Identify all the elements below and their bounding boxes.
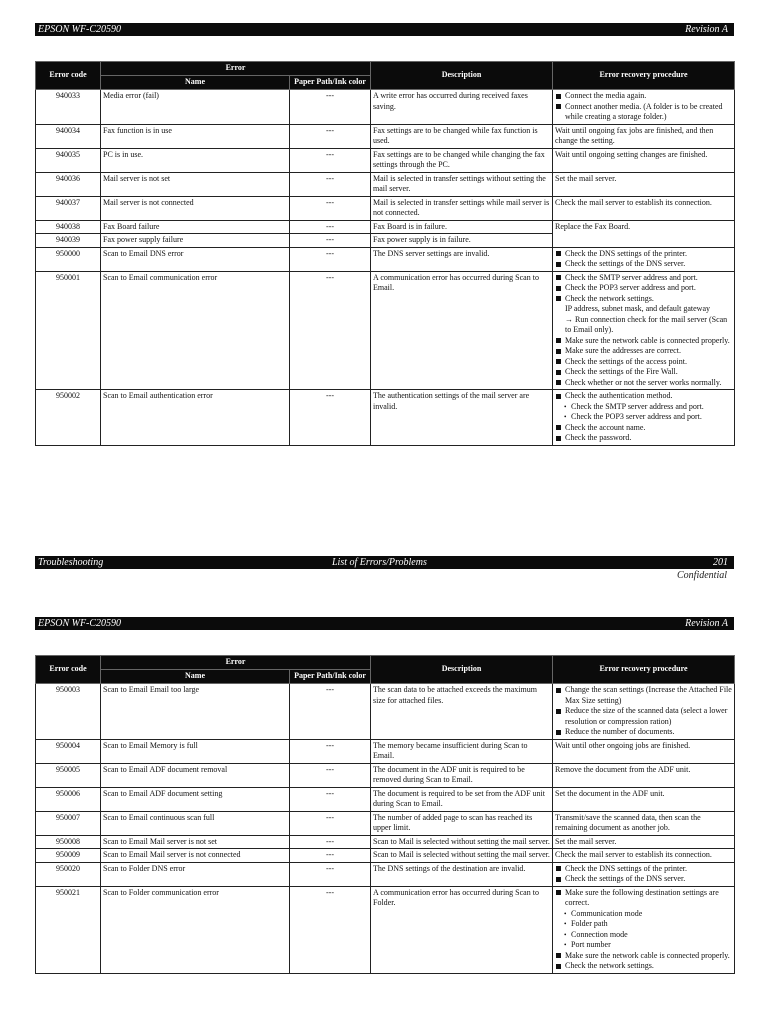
recovery-step: Check the DNS settings of the printer. (555, 249, 732, 260)
recovery-step: Make sure the following destination settings are correct. (555, 888, 732, 909)
recovery-step: • Connection mode (555, 930, 732, 941)
recovery-cell (553, 390, 735, 446)
error-table-page2 (35, 655, 735, 974)
error-name-cell: Fax power supply failure (101, 234, 290, 248)
table-row (36, 684, 735, 740)
recovery-step: Reduce the size of the scanned data (select a lower resolution or compression ration) (555, 706, 732, 727)
paper-path-cell: --- (290, 220, 371, 234)
recovery-step: IP address, subnet mask, and default gateway (565, 304, 710, 313)
paper-path-cell: --- (290, 196, 371, 220)
description-cell: The document in the ADF unit is required to be removed during Scan to Email. (371, 763, 553, 787)
error-name-cell: Fax Board failure (101, 220, 290, 234)
recovery-step: • Communication mode (555, 909, 732, 920)
table-row (36, 172, 735, 196)
col-name: Name (101, 76, 290, 90)
recovery-step: Check the settings of the DNS server. (555, 259, 732, 270)
description-cell: A communication error has occurred during Scan to Folder. (371, 886, 553, 973)
recovery-step: • Check the POP3 server address and port. (555, 412, 732, 423)
recovery-step: Check the settings of the DNS server. (555, 874, 732, 885)
error-code-cell: 950001 (36, 271, 101, 390)
recovery-step: Set the mail server. (555, 836, 617, 846)
recovery-cell (553, 148, 735, 172)
paper-path-cell: --- (290, 148, 371, 172)
col-recovery: Error recovery procedure (553, 656, 735, 684)
paper-path-cell: --- (290, 271, 371, 390)
recovery-steps (555, 789, 732, 800)
table-row (36, 787, 735, 811)
error-name-cell: Scan to Email Mail server is not set (101, 835, 290, 849)
description-cell: The number of added page to scan has reached its upper limit. (371, 811, 553, 835)
error-code-cell: 950006 (36, 787, 101, 811)
description-cell: Fax power supply is in failure. (371, 234, 553, 248)
recovery-step: Check the mail server to establish its connection. (555, 850, 712, 859)
recovery-cell (553, 172, 735, 196)
recovery-step: Check the DNS settings of the printer. (555, 864, 732, 875)
table-row (36, 835, 735, 849)
recovery-step: Connect the media again. (555, 91, 732, 102)
recovery-steps (555, 249, 732, 270)
recovery-step: Check the account name. (555, 423, 732, 434)
header-model: EPSON WF-C20590 (38, 24, 122, 35)
table-row (36, 220, 735, 234)
paper-path-cell: --- (290, 787, 371, 811)
table-row (36, 886, 735, 973)
description-cell: Mail is selected in transfer settings without setting the mail server. (371, 172, 553, 196)
description-cell: A communication error has occurred during Scan to Email. (371, 271, 553, 390)
recovery-cell (553, 886, 735, 973)
header-revision: Revision A (685, 24, 728, 35)
error-name-cell: Media error (fail) (101, 90, 290, 125)
recovery-step: Check the network settings. (555, 294, 732, 305)
error-name-cell: Scan to Email DNS error (101, 247, 290, 271)
table-row (36, 849, 735, 863)
recovery-cell (553, 811, 735, 835)
paper-path-cell: --- (290, 886, 371, 973)
description-cell: The scan data to be attached exceeds the maximum size for attached files. (371, 684, 553, 740)
error-name-cell: Fax function is in use (101, 124, 290, 148)
recovery-steps (555, 126, 732, 147)
description-cell: The DNS settings of the destination are invalid. (371, 862, 553, 886)
error-name-cell: Scan to Email ADF document removal (101, 763, 290, 787)
paper-path-cell: --- (290, 684, 371, 740)
table-row (36, 247, 735, 271)
col-paper-path: Paper Path/Ink color (290, 76, 371, 90)
recovery-step: Set the document in the ADF unit. (555, 788, 665, 798)
error-name-cell: Scan to Email ADF document setting (101, 787, 290, 811)
error-code-cell: 950020 (36, 862, 101, 886)
error-code-cell: 940039 (36, 234, 101, 248)
recovery-step: Check the network settings. (555, 961, 732, 972)
recovery-step: Transmit/save the scanned data, then scan the remaining document as another job. (555, 812, 701, 832)
paper-path-cell: --- (290, 234, 371, 248)
description-cell: Fax Board is in failure. (371, 220, 553, 234)
recovery-cell (553, 849, 735, 863)
description-cell: The document is required to be set from the ADF unit during Scan to Email. (371, 787, 553, 811)
recovery-step: • Check the SMTP server address and port. (555, 402, 732, 413)
recovery-step: Remove the document from the ADF unit. (555, 764, 691, 774)
recovery-steps (555, 741, 732, 752)
recovery-step: • Port number (555, 940, 732, 951)
error-code-cell: 950003 (36, 684, 101, 740)
recovery-steps (555, 765, 732, 776)
col-error: Error (101, 656, 371, 670)
table-row (36, 90, 735, 125)
footer-section: Troubleshooting (38, 557, 104, 568)
recovery-step: Wait until ongoing setting changes are finished. (555, 149, 708, 159)
recovery-cell (553, 739, 735, 763)
recovery-steps (555, 391, 732, 444)
error-name-cell: Scan to Email authentication error (101, 390, 290, 446)
recovery-cell (553, 763, 735, 787)
table-row (36, 739, 735, 763)
error-table-page1 (35, 61, 735, 446)
recovery-cell (553, 220, 735, 247)
error-code-cell: 940033 (36, 90, 101, 125)
recovery-step: Check the password. (555, 433, 732, 444)
description-cell: The DNS server settings are invalid. (371, 247, 553, 271)
error-code-cell: 950021 (36, 886, 101, 973)
page2-header-bar (35, 617, 734, 630)
recovery-steps (555, 888, 732, 972)
recovery-step: Wait until other ongoing jobs are finished. (555, 740, 691, 750)
recovery-step: Make sure the addresses are correct. (555, 346, 732, 357)
error-code-cell: 950005 (36, 763, 101, 787)
recovery-step: Make sure the network cable is connected properly. (555, 951, 732, 962)
error-name-cell: Scan to Email communication error (101, 271, 290, 390)
error-name-cell: Scan to Email Email too large (101, 684, 290, 740)
recovery-cell (553, 271, 735, 390)
recovery-cell (553, 862, 735, 886)
col-error-code: Error code (36, 62, 101, 90)
error-name-cell: Scan to Folder communication error (101, 886, 290, 973)
error-code-cell: 950000 (36, 247, 101, 271)
recovery-step: → Run connection check for the mail server (Scan to Email only). (565, 314, 728, 334)
recovery-step: Wait until ongoing fax jobs are finished, and then change the setting. (555, 125, 714, 145)
recovery-step: Check the SMTP server address and port. (555, 273, 732, 284)
paper-path-cell: --- (290, 124, 371, 148)
error-code-cell: 940035 (36, 148, 101, 172)
description-cell: The authentication settings of the mail server are invalid. (371, 390, 553, 446)
paper-path-cell: --- (290, 390, 371, 446)
paper-path-cell: --- (290, 835, 371, 849)
header-revision: Revision A (685, 618, 728, 629)
paper-path-cell: --- (290, 811, 371, 835)
error-code-cell: 950002 (36, 390, 101, 446)
footer-title: List of Errors/Problems (332, 557, 427, 568)
error-code-cell: 950008 (36, 835, 101, 849)
table-row (36, 196, 735, 220)
table-row (36, 148, 735, 172)
recovery-cell (553, 684, 735, 740)
error-code-cell: 940036 (36, 172, 101, 196)
col-paper-path: Paper Path/Ink color (290, 670, 371, 684)
table-row (36, 271, 735, 390)
col-name: Name (101, 670, 290, 684)
paper-path-cell: --- (290, 90, 371, 125)
recovery-step: Change the scan settings (Increase the Attached File Max Size setting) (555, 685, 732, 706)
col-description: Description (371, 656, 553, 684)
recovery-steps (555, 850, 732, 861)
recovery-step: Check the authentication method. (555, 391, 732, 402)
error-code-cell: 950004 (36, 739, 101, 763)
recovery-cell (553, 196, 735, 220)
recovery-step: Check whether or not the server works normally. (555, 378, 732, 389)
paper-path-cell: --- (290, 247, 371, 271)
table-row (36, 763, 735, 787)
error-name-cell: Scan to Email Memory is full (101, 739, 290, 763)
paper-path-cell: --- (290, 172, 371, 196)
page1-footer-bar (35, 556, 734, 569)
recovery-cell (553, 247, 735, 271)
recovery-step: Check the POP3 server address and port. (555, 283, 732, 294)
error-name-cell: Mail server is not connected (101, 196, 290, 220)
recovery-step: Set the mail server. (555, 173, 617, 183)
error-name-cell: Scan to Email Mail server is not connected (101, 849, 290, 863)
error-name-cell: PC is in use. (101, 148, 290, 172)
col-error: Error (101, 62, 371, 76)
paper-path-cell: --- (290, 849, 371, 863)
error-name-cell: Mail server is not set (101, 172, 290, 196)
table-row (36, 862, 735, 886)
recovery-steps (555, 91, 732, 123)
recovery-cell (553, 124, 735, 148)
paper-path-cell: --- (290, 763, 371, 787)
description-cell: The memory became insufficient during Scan to Email. (371, 739, 553, 763)
description-cell: A write error has occurred during received faxes saving. (371, 90, 553, 125)
recovery-steps (555, 837, 732, 848)
recovery-steps (555, 685, 732, 738)
recovery-step: Reduce the number of documents. (555, 727, 732, 738)
error-name-cell: Scan to Email continuous scan full (101, 811, 290, 835)
error-code-cell: 940034 (36, 124, 101, 148)
recovery-cell (553, 90, 735, 125)
table-row (36, 811, 735, 835)
description-cell: Fax settings are to be changed while fax function is used. (371, 124, 553, 148)
description-cell: Scan to Mail is selected without setting the mail server. (371, 835, 553, 849)
table-row (36, 390, 735, 446)
recovery-steps (555, 222, 732, 233)
error-code-cell: 940038 (36, 220, 101, 234)
error-code-cell: 940037 (36, 196, 101, 220)
paper-path-cell: --- (290, 739, 371, 763)
col-recovery: Error recovery procedure (553, 62, 735, 90)
recovery-step: Check the settings of the Fire Wall. (555, 367, 732, 378)
description-cell: Scan to Mail is selected without setting the mail server. (371, 849, 553, 863)
recovery-step: Check the settings of the access point. (555, 357, 732, 368)
recovery-step: Replace the Fax Board. (555, 221, 631, 231)
col-description: Description (371, 62, 553, 90)
recovery-steps (555, 150, 732, 161)
recovery-cell (553, 787, 735, 811)
recovery-cell (553, 835, 735, 849)
table-row (36, 124, 735, 148)
footer-page-number: 201 (713, 557, 728, 568)
error-code-cell: 950009 (36, 849, 101, 863)
header-model: EPSON WF-C20590 (38, 618, 122, 629)
recovery-steps (555, 174, 732, 185)
error-name-cell: Scan to Folder DNS error (101, 862, 290, 886)
col-error-code: Error code (36, 656, 101, 684)
description-cell: Fax settings are to be changed while changing the fax settings through the PC. (371, 148, 553, 172)
recovery-step: Check the mail server to establish its connection. (555, 197, 712, 207)
recovery-steps (555, 813, 732, 834)
recovery-step: • Folder path (555, 919, 732, 930)
error-code-cell: 950007 (36, 811, 101, 835)
recovery-steps (555, 273, 732, 389)
recovery-step: Make sure the network cable is connected properly. (555, 336, 732, 347)
confidential-label: Confidential (677, 570, 727, 581)
paper-path-cell: --- (290, 862, 371, 886)
recovery-steps (555, 864, 732, 885)
description-cell: Mail is selected in transfer settings while mail server is not connected. (371, 196, 553, 220)
page1-header-bar (35, 23, 734, 36)
recovery-step: Connect another media. (A folder is to be created while creating a storage folder.) (555, 102, 732, 123)
recovery-steps (555, 198, 732, 209)
